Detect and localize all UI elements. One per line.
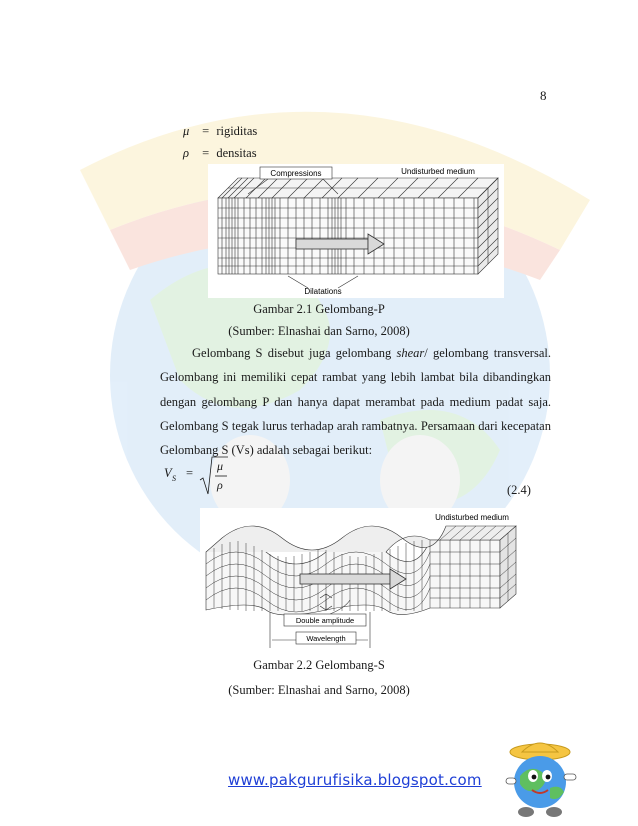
paragraph-part1: Gelombang S disebut juga gelombang — [192, 346, 397, 360]
dilatations-label: Dilatations — [304, 287, 342, 296]
rigidity-label: rigiditas — [216, 124, 258, 138]
footer-link[interactable]: www.pakgurufisika.blogspot.com — [228, 771, 482, 789]
density-label: densitas — [216, 146, 257, 160]
compressions-label: Compressions — [270, 169, 322, 178]
rho-symbol: ρ — [183, 146, 189, 160]
figure-s-source: (Sumber: Elnashai and Sarno, 2008) — [228, 683, 410, 697]
figure-p-caption: Gambar 2.1 Gelombang-P — [253, 302, 385, 316]
globe-mascot-icon — [500, 738, 582, 818]
s-undisturbed-label: Undisturbed medium — [435, 513, 509, 522]
undisturbed-medium-label: Undisturbed medium — [401, 167, 475, 176]
definition-density: ρ = densitas — [183, 146, 257, 160]
wavelength-label: Wavelength — [306, 634, 346, 643]
figure-s-caption: Gambar 2.2 Gelombang-S — [253, 658, 385, 672]
definition-rigidity: μ = rigiditas — [183, 124, 258, 138]
s-wave-grid — [206, 526, 516, 615]
paragraph-part2: / gelombang transversal. Gelombang ini memiliki cepat rambat yang lebih lambat bila dibandingkan dengan gelombang P dan hanya dapat merambat pada medium padat saja. Gelombang S tegak lurus terhadap arah rambatnya. Persamaan dari kecepatan Gelombang S (Vs) adalah sebagai berikut: — [160, 346, 551, 458]
page-number: 8 — [540, 88, 547, 103]
p-wave-figure — [208, 164, 504, 298]
figure-p-source: (Sumber: Elnashai dan Sarno, 2008) — [228, 324, 410, 338]
sqrt-sign — [198, 456, 228, 496]
eq-equals: = — [186, 466, 194, 480]
paragraph-emphasis: shear — [396, 346, 425, 360]
s-wave-figure — [200, 508, 522, 651]
equation-number: (2.4) — [507, 483, 531, 497]
eq-lhs: V — [164, 466, 172, 480]
double-amplitude-label: Double amplitude — [295, 616, 355, 625]
eq-denominator: ρ — [217, 478, 223, 492]
p-wave-grid — [218, 178, 498, 274]
equation-vs — [164, 456, 234, 496]
mu-symbol: μ — [183, 124, 190, 138]
body-paragraph — [160, 341, 551, 462]
eq-lhs-sub: S — [172, 474, 176, 483]
eq-numerator: μ — [217, 459, 224, 473]
